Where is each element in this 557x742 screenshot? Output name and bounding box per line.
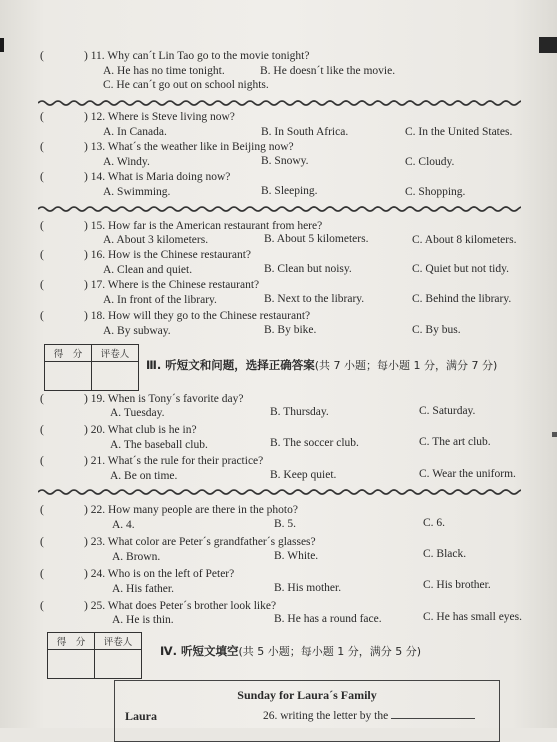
question-13: ( ) 13. What´s the weather like in Beijing now? — [40, 141, 294, 153]
option-c: C. The art club. — [419, 436, 491, 448]
table-title: Sunday for Laura´s Family — [237, 688, 377, 702]
option-a: A. By subway. — [103, 325, 171, 337]
grader-cell[interactable] — [95, 650, 142, 679]
page-edge-mark — [552, 432, 557, 437]
section-3-heading: Ⅲ. 听短文和问题，选择正确答案(共 7 小题；每小题 1 分，满分 7 分) — [146, 358, 498, 372]
option-b: B. The soccer club. — [270, 437, 359, 449]
option-a: A. He is thin. — [112, 614, 174, 626]
option-b: B. In South Africa. — [261, 126, 349, 138]
option-a: A. Clean and quiet. — [103, 264, 193, 276]
divider-wave — [38, 488, 521, 496]
score-table — [47, 632, 142, 679]
option-b: B. Snowy. — [261, 155, 309, 167]
option-b: B. He doesn´t like the movie. — [260, 65, 396, 77]
grader-cell[interactable] — [92, 362, 139, 391]
question-14: ( ) 14. What is Maria doing now? — [40, 171, 231, 183]
question-20: ( ) 20. What club is he in? — [40, 424, 197, 436]
option-b: B. White. — [274, 550, 319, 562]
question-25: ( ) 25. What does Peter´s brother look like? — [40, 600, 277, 612]
option-a: A. In Canada. — [103, 126, 167, 138]
score-header: 得 分 — [45, 345, 92, 362]
question-16: ( ) 16. How is the Chinese restaurant? — [40, 249, 252, 261]
option-c: C. Cloudy. — [405, 156, 455, 168]
option-b: B. 5. — [274, 518, 297, 530]
answer-blank[interactable]: ) — [84, 50, 91, 62]
option-c: C. In the United States. — [405, 126, 513, 138]
option-c: C. Black. — [423, 548, 467, 560]
page-edge-mark — [539, 37, 557, 53]
question-19: ( ) 19. When is Tony´s favorite day? — [40, 393, 244, 405]
option-a: A. The baseball club. — [110, 439, 208, 451]
grader-header: 评卷人 — [95, 633, 142, 650]
option-c: C. About 8 kilometers. — [412, 234, 517, 246]
option-b: B. About 5 kilometers. — [264, 233, 369, 245]
option-c: C. He has small eyes. — [423, 611, 523, 623]
option-b: B. His mother. — [274, 582, 342, 594]
option-c: C. Saturday. — [419, 405, 476, 417]
option-c: C. 6. — [423, 517, 446, 529]
option-a: A. His father. — [112, 583, 174, 595]
option-c: C. Wear the uniform. — [419, 468, 516, 480]
score-table — [44, 344, 139, 391]
answer-blank-26[interactable] — [391, 708, 475, 719]
page-edge-mark — [0, 38, 4, 52]
option-a: A. Windy. — [103, 156, 150, 168]
question-22: ( ) 22. How many people are there in the photo? — [40, 504, 298, 516]
option-b: B. Keep quiet. — [270, 469, 337, 481]
option-a: A. 4. — [112, 519, 135, 531]
question-23: ( ) 23. What color are Peter´s grandfather´s glasses? — [40, 536, 316, 548]
score-header: 得 分 — [48, 633, 95, 650]
score-cell[interactable] — [45, 362, 92, 391]
question-17: ( ) 17. Where is the Chinese restaurant? — [40, 279, 260, 291]
question-15: ( ) 15. How far is the American restaurant from here? — [40, 220, 323, 232]
divider-wave — [38, 205, 521, 213]
option-c: C. He can´t go out on school nights. — [103, 79, 269, 91]
option-b: B. Next to the library. — [264, 293, 365, 305]
option-b: B. Sleeping. — [261, 185, 318, 197]
option-c: C. Quiet but not tidy. — [412, 263, 510, 275]
question-18: ( ) 18. How will they go to the Chinese restaurant? — [40, 310, 311, 322]
question-24: ( ) 24. Who is on the left of Peter? — [40, 568, 235, 580]
option-b: B. By bike. — [264, 324, 317, 336]
option-a: A. Swimming. — [103, 186, 171, 198]
option-b: B. Clean but noisy. — [264, 263, 352, 275]
option-a: A. Tuesday. — [110, 407, 165, 419]
option-a: A. About 3 kilometers. — [103, 234, 209, 246]
fill-in-table — [114, 680, 500, 742]
divider-wave — [38, 99, 521, 107]
question-21: ( ) 21. What´s the rule for their practice? — [40, 455, 264, 467]
option-b: B. Thursday. — [270, 406, 329, 418]
option-b: B. He has a round face. — [274, 613, 382, 625]
option-a: A. In front of the library. — [103, 294, 217, 306]
option-c: C. Shopping. — [405, 186, 466, 198]
score-cell[interactable] — [48, 650, 95, 679]
option-a: A. Be on time. — [110, 470, 178, 482]
section-4-heading: Ⅳ. 听短文填空(共 5 小题；每小题 1 分，满分 5 分) — [160, 644, 422, 658]
fill-item-26: 26. writing the letter by the — [263, 708, 475, 722]
option-c: C. His brother. — [423, 579, 491, 591]
question-11: ( ) 11. Why can´t Lin Tao go to the movie tonight? — [40, 50, 310, 62]
grader-header: 评卷人 — [92, 345, 139, 362]
option-a: A. He has no time tonight. — [103, 65, 225, 77]
person-label: Laura — [125, 709, 158, 723]
option-c: C. Behind the library. — [412, 293, 512, 305]
option-a: A. Brown. — [112, 551, 161, 563]
option-c: C. By bus. — [412, 324, 461, 336]
question-12: ( ) 12. Where is Steve living now? — [40, 111, 235, 123]
